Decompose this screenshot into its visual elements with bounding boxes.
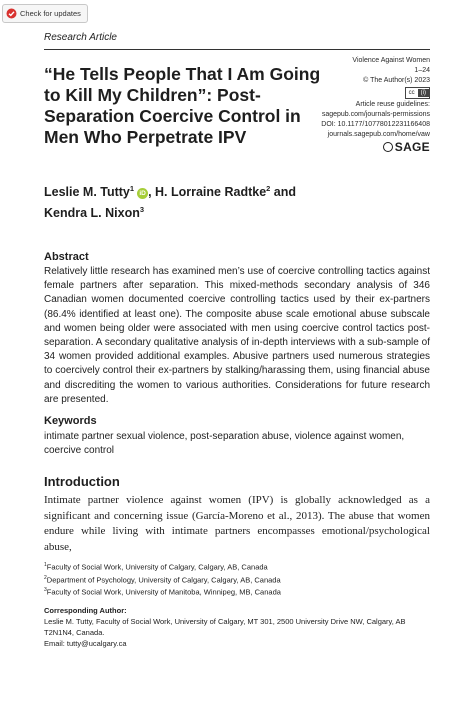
cc-badge-left: cc bbox=[406, 89, 418, 97]
journal-name: Violence Against Women bbox=[352, 57, 430, 64]
copyright: © The Author(s) 2023 bbox=[363, 77, 430, 84]
check-for-updates-button[interactable] bbox=[2, 4, 88, 23]
affiliation-3 bbox=[44, 585, 430, 598]
author-3-affiliation: 3 bbox=[139, 205, 145, 215]
introduction-heading: Introduction bbox=[44, 474, 120, 489]
cc-badge-right: (i) bbox=[418, 89, 429, 97]
keywords-heading: Keywords bbox=[44, 415, 97, 427]
footnotes bbox=[44, 560, 430, 649]
corresponding-author-address: Leslie M. Tutty, Faculty of Social Work, University of Calgary, MT 301, 2500 University Drive NW, Calgary, AB T2N1N4, Canada. bbox=[44, 616, 406, 637]
journal-link[interactable]: journals.sagepub.com/home/vaw bbox=[327, 131, 430, 138]
affiliation-2-text: Department of Psychology, University of Calgary, Calgary, AB, Canada bbox=[46, 575, 281, 584]
corresponding-author-heading: Corresponding Author: bbox=[44, 605, 127, 615]
abstract-text: Relatively little research has examined men’s use of coercive controlling tactics against female partners after separation. This mixed-methods secondary analysis of 346 Canadian women documented coercive controlling tactics used by their ex-partners (86.4% identified at least one). The composite abuse scale emotional abuse subscale and women being older were associated with men using coercive control tactics post-separation. A secondary qualitative analysis of in-depth interviews with a sub-sample of 34 women provided additional examples. Abusive partners used numerous strategies to coercively control their ex-partners by stalking/harassing them, using financial abuse and discrediting the women to various authorities. Considerations for future research are presented. bbox=[44, 266, 430, 405]
reuse-label: Article reuse guidelines: bbox=[355, 101, 430, 108]
reuse-link[interactable]: sagepub.com/journals-permissions bbox=[321, 111, 430, 118]
publisher-logo: SAGE bbox=[394, 140, 430, 154]
page-range: 1–24 bbox=[414, 67, 430, 74]
corresponding-author-email[interactable]: Email: tutty@ucalgary.ca bbox=[44, 638, 127, 648]
affiliation-3-text: Faculty of Social Work, University of Manitoba, Winnipeg, MB, Canada bbox=[46, 587, 281, 597]
author-3[interactable]: Kendra L. Nixon bbox=[44, 206, 140, 221]
article-title: “He Tells People That I Am Going to Kill My Children”: Post-Separation Coercive Control in Men Who Perpetrate IPV bbox=[44, 64, 321, 147]
author-2-affiliation: 2 bbox=[266, 184, 271, 193]
doi-link[interactable]: DOI: 10.1177/10778012231166408 bbox=[321, 121, 430, 128]
affiliation-1-sup: 1 bbox=[44, 562, 47, 568]
author-and: and bbox=[270, 185, 297, 200]
author-2[interactable]: , H. Lorraine Radtke bbox=[148, 185, 267, 200]
cc-license-icon[interactable] bbox=[405, 87, 430, 99]
orcid-icon[interactable]: iD bbox=[137, 188, 148, 199]
article-type: Research Article bbox=[44, 32, 117, 43]
affiliation-1 bbox=[44, 560, 430, 573]
abstract-heading: Abstract bbox=[44, 251, 89, 263]
affiliation-2 bbox=[44, 573, 430, 586]
affiliation-1-text: Faculty of Social Work, University of Calgary, Calgary, AB, Canada bbox=[46, 562, 268, 572]
journal-meta bbox=[260, 56, 430, 152]
author-list bbox=[44, 180, 344, 222]
author-1[interactable]: Leslie M. Tutty bbox=[44, 185, 130, 200]
author-1-affiliation: 1 bbox=[129, 184, 135, 193]
sage-logo-icon bbox=[383, 142, 393, 152]
corresponding-author bbox=[44, 605, 430, 649]
check-updates-icon bbox=[6, 8, 17, 19]
affiliation-2-sup: 2 bbox=[44, 574, 47, 581]
introduction-text: Intimate partner violence against women (IPV) is globally acknowledged as a significant and concerning issue (García-Moreno et al., 2013). The abuse that women endure while living with intimate partners encompasses emotional/psychological abuse, bbox=[44, 494, 430, 553]
affiliation-3-sup: 3 bbox=[44, 587, 47, 593]
header-rule bbox=[44, 49, 430, 50]
keywords-text: intimate partner sexual violence, post-separation abuse, violence against women, coercive control bbox=[44, 431, 405, 456]
check-updates-label: Check for updates bbox=[20, 9, 81, 18]
